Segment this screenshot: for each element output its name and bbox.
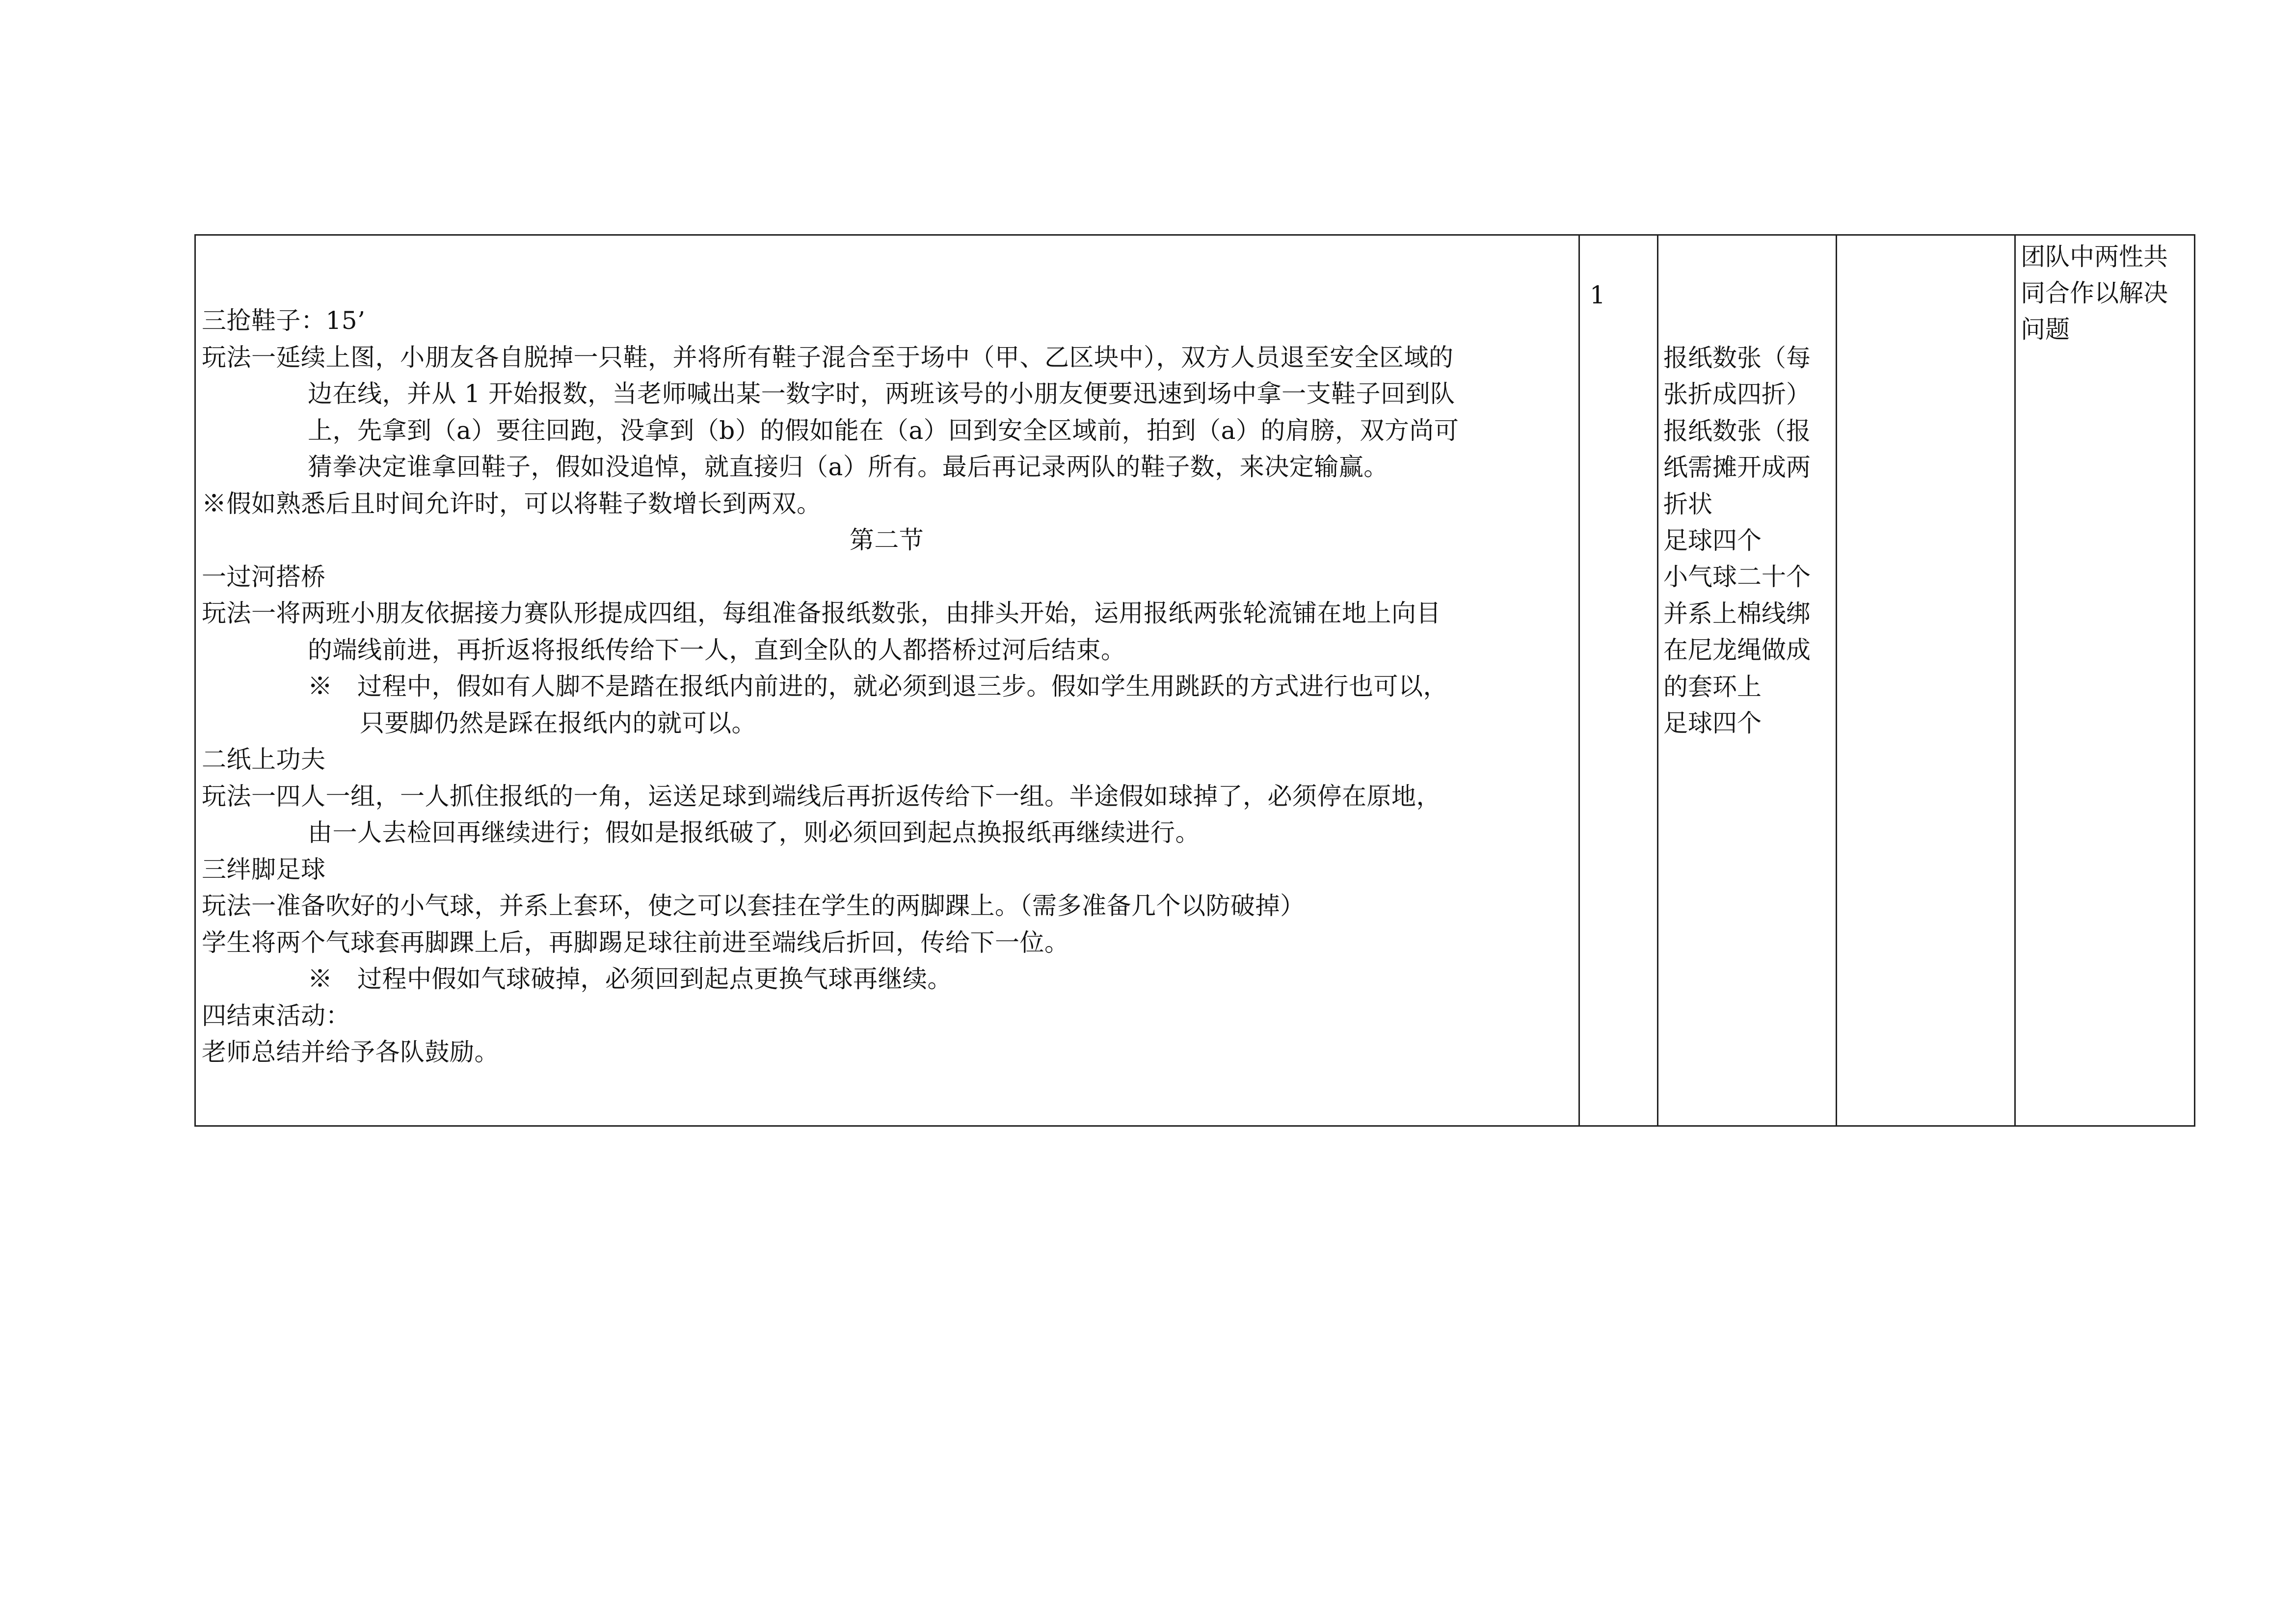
goal-cell — [2015, 235, 2195, 1126]
closing-title: 四结束活动： — [202, 1001, 350, 1030]
activity2-title: 二纸上功夫 — [202, 745, 326, 774]
section2-title: 第二节 — [849, 526, 924, 554]
goal-line: 同合作以解决 — [2021, 279, 2168, 307]
materials-line: 报纸数张（报 — [1663, 416, 1811, 445]
activity3-note: ※ 过程中假如气球破掉，必须回到起点更换气球再继续。 — [308, 965, 952, 993]
goal-line: 问题 — [2021, 315, 2070, 344]
activity-content-cell — [195, 235, 1579, 1126]
time-cell — [1579, 235, 1658, 1126]
materials-line: 报纸数张（每 — [1663, 344, 1811, 372]
activity2-rules-line: 由一人去检回再继续进行；假如是报纸破了，则必须回到起点换报纸再继续进行。 — [308, 818, 1200, 847]
materials-line: 足球四个 — [1663, 709, 1762, 738]
time-value: 1 — [1590, 281, 1605, 309]
materials-line: 张折成四折） — [1663, 380, 1811, 409]
materials-line: 足球四个 — [1663, 526, 1762, 555]
game3-title: 三抢鞋子：15’ — [202, 306, 366, 335]
materials-line: 的套环上 — [1663, 672, 1762, 701]
activity1-title: 一过河搭桥 — [202, 562, 326, 591]
activity1-note: ※ 过程中，假如有人脚不是踏在报纸内前进的，就必须到退三步。假如学生用跳跃的方式进行也可以， — [308, 672, 1448, 701]
materials-line: 在尼龙绳做成 — [1663, 636, 1811, 665]
activity1-rules-line: 玩法一将两班小朋友依据接力赛队形提成四组，每组准备报纸数张，由排头开始，运用报纸两张轮流铺在地上向目 — [202, 599, 1441, 627]
materials-line: 小气球二十个 — [1663, 563, 1811, 592]
game3-rules-line: 边在线，并从 1 开始报数，当老师喊出某一数字时，两班该号的小朋友便要迅速到场中拿一支鞋子回到队 — [308, 379, 1455, 408]
activity1-rules-line: 的端线前进，再折返将报纸传给下一人，直到全队的人都搭桥过河后结束。 — [308, 635, 1126, 664]
game3-rules-line: 玩法一延续上图，小朋友各自脱掉一只鞋，并将所有鞋子混合至于场中（甲、乙区块中），双方人员退至安全区域的 — [202, 343, 1454, 372]
goal-line: 团队中两性共 — [2021, 243, 2168, 271]
lesson-plan-table — [194, 234, 2195, 1127]
game3-rules-line: 上，先拿到（a）要往回跑，没拿到（b）的假如能在（a）回到安全区域前，拍到（a）的肩膀，双方尚可 — [308, 416, 1459, 445]
activity2-rules-line: 玩法一四人一组，一人抓住报纸的一角，运送足球到端线后再折返传给下一组。半途假如球掉了，必须停在原地， — [202, 782, 1441, 811]
table-row — [195, 235, 2195, 1126]
activity1-note: 只要脚仍然是踩在报纸内的就可以。 — [360, 708, 756, 737]
activity3-rules-line: 玩法一准备吹好的小气球，并系上套环，使之可以套挂在学生的两脚踝上。（需多准备几个以防破掉） — [202, 892, 1305, 920]
empty-cell — [1837, 235, 2015, 1126]
materials-line: 并系上棉线绑 — [1663, 599, 1811, 628]
game3-note: ※假如熟悉后且时间允许时，可以将鞋子数增长到两双。 — [202, 489, 822, 518]
closing-text: 老师总结并给予各队鼓励。 — [202, 1038, 499, 1066]
activity3-title: 三绊脚足球 — [202, 855, 326, 884]
activity3-rules-line: 学生将两个气球套再脚踝上后，再脚踢足球往前进至端线后折回，传给下一位。 — [202, 928, 1069, 957]
materials-line: 折状 — [1663, 489, 1712, 518]
materials-cell — [1658, 235, 1837, 1126]
game3-rules-line: 猜拳决定谁拿回鞋子，假如没追悼，就直接归（a）所有。最后再记录两队的鞋子数，来决定输赢。 — [308, 453, 1388, 481]
materials-line: 纸需摊开成两 — [1663, 453, 1811, 482]
